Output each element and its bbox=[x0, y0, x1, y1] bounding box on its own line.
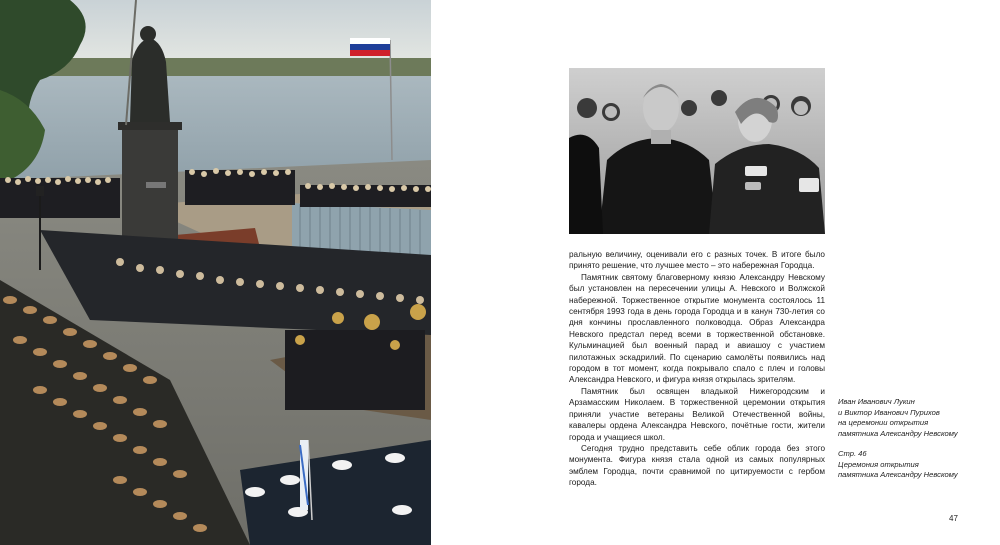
caption-line: памятника Александру Невскому bbox=[838, 470, 958, 479]
paragraph: Сегодня трудно представить себе облик города без этого монумента. Фигура князя стала одной из самых популярных эмблем Городца, почти сравнимой по цитируемости с гербом города. bbox=[569, 443, 825, 488]
caption-line: на церемонии открытия bbox=[838, 418, 929, 427]
paragraph: Памятник святому благоверному князю Александру Невскому был установлен на пересечении улицы А. Невского и Волжской набережной. Торжественное открытие монумента состоялось 11 сентября 1993 года в день города Городца и в канун 730-летия со дня кончины прославленного полководца. Образ Александра Невского предстал перед всеми в торжественной обстановке. Кульминацией был военный парад и авиашоу с участием пилотажных эскадрилий. По сценарию самолёты появились над городом в тот момент, когда покрывало спало с плеч и головы Александра Невского, и фигура князя открылась зрителям. bbox=[569, 272, 825, 385]
caption-line: памятника Александру Невскому bbox=[838, 428, 958, 438]
right-page bbox=[431, 0, 1000, 545]
caption-line: и Виктор Иванович Пурихов bbox=[838, 407, 940, 417]
article-body bbox=[569, 249, 825, 489]
ceremony-photo bbox=[0, 0, 431, 545]
caption-line: Стр. 46 bbox=[838, 449, 867, 458]
caption-bw-photo bbox=[838, 397, 988, 439]
black-white-photo bbox=[569, 68, 825, 234]
page-number: 47 bbox=[949, 514, 958, 523]
paragraph: Памятник был освящен владыкой Нижегородским и Арзамасским Николаем. В торжественной церемонии открытия приняли участие ветераны Великой Отечественной войны, кавалеры ордена Александра Невского, почётные гости, жители города и учащиеся школ. bbox=[569, 386, 825, 442]
paragraph: ральную величину, оценивали его с разных точек. В итоге было принято решение, что лучшее место – это набережная Городца. bbox=[569, 250, 825, 271]
caption-line: Иван Иванович Лукин bbox=[838, 397, 915, 406]
caption-color-photo bbox=[838, 449, 988, 481]
caption-line: Церемония открытия bbox=[838, 459, 919, 469]
